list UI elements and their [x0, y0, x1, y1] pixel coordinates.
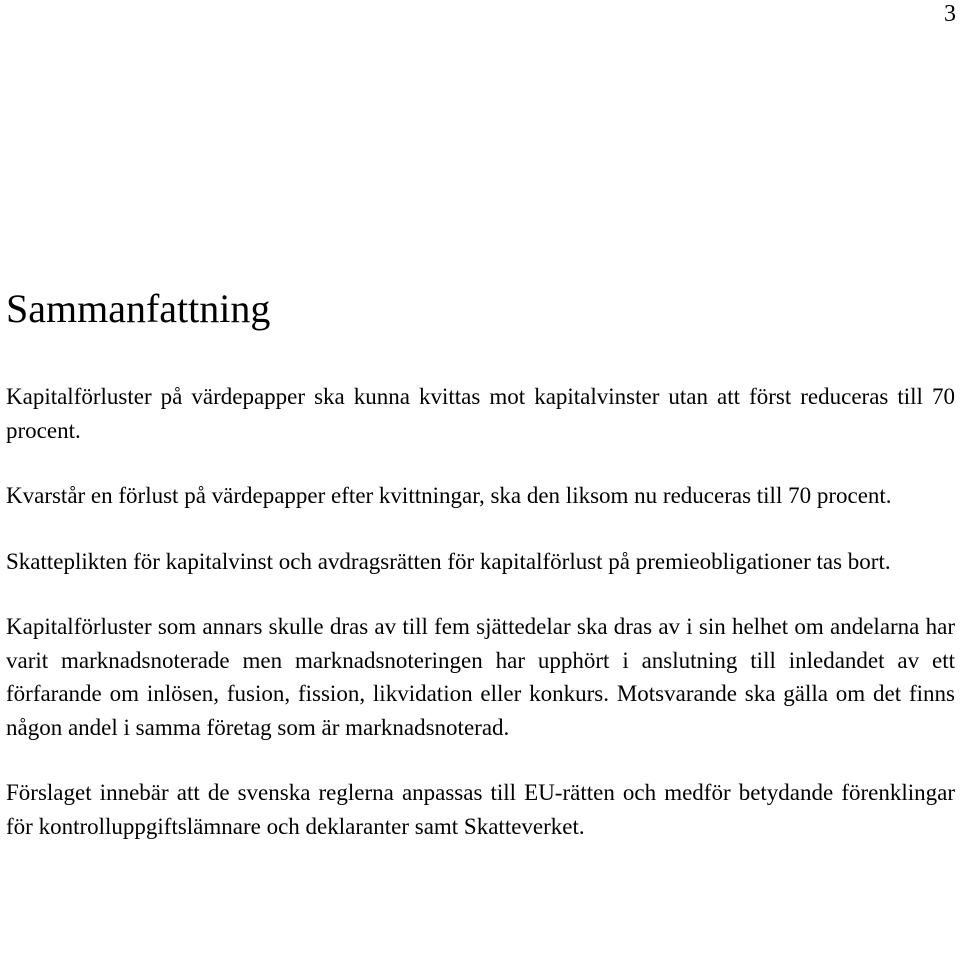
paragraph-3: Skatteplikten för kapitalvinst och avdragsrätten för kapitalförlust på premieobligationer tas bort. — [6, 548, 891, 574]
section-heading: Sammanfattning — [6, 286, 271, 331]
paragraph-5: Förslaget innebär att de svenska reglerna anpassas till EU-rätten och medför betydande förenklingar för kontrolluppgiftslämnare och deklaranter samt Skatteverket. — [6, 780, 955, 839]
paragraph-2: Kvarstår en förlust på värdepapper efter kvittningar, ska den liksom nu reduceras till 70 procent. — [6, 483, 892, 508]
paragraph-4: Kapitalförluster som annars skulle dras av till fem sjättedelar ska dras av i sin helhet om andelarna har varit marknadsnoterade men marknadsnoteringen har upphört i anslutning till inledandet av ett förfarande om inlösen, fusion, fission, likvidation eller konkurs. Motsvarande ska gälla om det finns någon andel i samma företag som är marknadsnoterad. — [6, 614, 955, 740]
page-number: 3 — [944, 1, 956, 27]
summary-body — [6, 380, 955, 875]
paragraph-1: Kapitalförluster på värdepapper ska kunna kvittas mot kapitalvinster utan att först reduceras till 70 procent. — [6, 384, 955, 443]
